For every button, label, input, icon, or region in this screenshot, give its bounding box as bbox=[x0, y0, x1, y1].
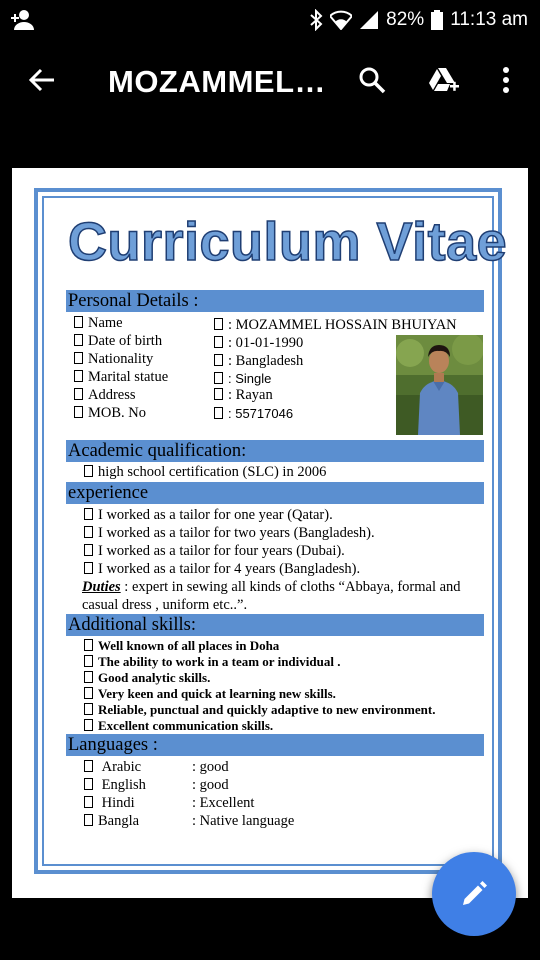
personal-label-dob: Date of birth bbox=[74, 332, 162, 350]
experience-item: I worked as a tailor for four years (Dubai). bbox=[84, 542, 345, 560]
bullet-icon bbox=[84, 814, 93, 826]
battery-percent: 82% bbox=[386, 9, 425, 30]
personal-label-address: Address bbox=[74, 386, 136, 404]
bullet-icon bbox=[84, 508, 93, 520]
personal-value-marital: : Single bbox=[214, 370, 271, 388]
experience-heading: experience bbox=[66, 482, 484, 504]
bullet-icon bbox=[84, 687, 93, 699]
duties-label: Duties bbox=[82, 579, 121, 595]
more-options-button[interactable] bbox=[488, 62, 524, 98]
experience-item: I worked as a tailor for one year (Qatar). bbox=[84, 506, 333, 524]
personal-value-name: : MOZAMMEL HOSSAIN BHUIYAN bbox=[214, 316, 457, 334]
language-name: Arabic bbox=[84, 758, 141, 776]
wifi-icon bbox=[330, 10, 352, 30]
experience-item: I worked as a tailor for two years (Bangladesh). bbox=[84, 524, 375, 542]
personal-value-mobile: : 55717046 bbox=[214, 405, 293, 423]
cv-title: Curriculum Vitae bbox=[68, 212, 508, 272]
bullet-icon bbox=[214, 407, 223, 419]
academic-item: high school certification (SLC) in 2006 bbox=[84, 463, 326, 481]
bluetooth-icon bbox=[309, 9, 323, 31]
bullet-icon bbox=[214, 388, 223, 400]
bullet-icon bbox=[84, 655, 93, 667]
bullet-icon bbox=[84, 526, 93, 538]
bullet-icon bbox=[74, 370, 83, 382]
bullet-icon bbox=[74, 352, 83, 364]
language-name: Bangla bbox=[84, 812, 139, 830]
bullet-icon bbox=[84, 562, 93, 574]
document-title: MOZAMMEL… bbox=[108, 64, 327, 99]
clock: 11:13 am bbox=[450, 9, 528, 30]
skill-item: Excellent communication skills. bbox=[84, 717, 273, 735]
back-button[interactable] bbox=[24, 62, 60, 98]
skill-item: Well known of all places in Doha bbox=[84, 637, 279, 655]
language-name: English bbox=[84, 776, 146, 794]
personal-details-heading: Personal Details : bbox=[66, 290, 484, 312]
language-level: : good bbox=[192, 759, 229, 775]
skill-item: Good analytic skills. bbox=[84, 669, 210, 687]
bullet-icon bbox=[84, 639, 93, 651]
person-add-icon bbox=[10, 8, 36, 32]
personal-label-mobile: MOB. No bbox=[74, 404, 146, 422]
signal-icon bbox=[359, 10, 379, 30]
academic-heading: Academic qualification: bbox=[66, 440, 484, 462]
bullet-icon bbox=[74, 388, 83, 400]
app-bar bbox=[0, 40, 540, 120]
language-name: Hindi bbox=[84, 794, 135, 812]
language-level: : Excellent bbox=[192, 795, 255, 811]
skill-item: Very keen and quick at learning new skills. bbox=[84, 685, 336, 703]
bullet-icon bbox=[84, 465, 93, 477]
bullet-icon bbox=[84, 544, 93, 556]
personal-value-address: : Rayan bbox=[214, 386, 273, 404]
language-level: : Native language bbox=[192, 813, 295, 829]
bullet-icon bbox=[84, 760, 93, 772]
profile-photo bbox=[396, 335, 483, 435]
personal-label-marital: Marital statue bbox=[74, 368, 168, 386]
duties-line-2: casual dress , uniform etc..”. bbox=[82, 597, 248, 613]
languages-heading: Languages : bbox=[66, 734, 484, 756]
bullet-icon bbox=[214, 336, 223, 348]
personal-value-dob: : 01-01-1990 bbox=[214, 334, 303, 352]
bullet-icon bbox=[74, 334, 83, 346]
battery-icon bbox=[431, 10, 443, 30]
experience-item: I worked as a tailor for 4 years (Bangladesh). bbox=[84, 560, 360, 578]
bullet-icon bbox=[84, 671, 93, 683]
bullet-icon bbox=[84, 719, 93, 731]
duties-line: Duties : expert in sewing all kinds of cloths “Abbaya, formal and bbox=[82, 579, 461, 595]
search-button[interactable] bbox=[354, 62, 390, 98]
personal-value-nationality: : Bangladesh bbox=[214, 352, 303, 370]
back-arrow-icon bbox=[28, 68, 56, 92]
skill-item: The ability to work in a team or individual . bbox=[84, 653, 340, 671]
bullet-icon bbox=[74, 316, 83, 328]
cv-content bbox=[12, 168, 528, 898]
add-to-drive-button[interactable] bbox=[426, 62, 462, 98]
skills-heading: Additional skills: bbox=[66, 614, 484, 636]
more-vert-icon bbox=[502, 67, 510, 93]
personal-label-nationality: Nationality bbox=[74, 350, 153, 368]
bullet-icon bbox=[84, 703, 93, 715]
language-level: : good bbox=[192, 777, 229, 793]
drive-add-icon bbox=[428, 66, 460, 94]
bullet-icon bbox=[214, 318, 223, 330]
bullet-icon bbox=[214, 372, 223, 384]
status-bar bbox=[0, 0, 540, 40]
edit-pencil-icon bbox=[459, 879, 489, 909]
bullet-icon bbox=[214, 354, 223, 366]
search-icon bbox=[358, 66, 386, 94]
bullet-icon bbox=[74, 406, 83, 418]
document-page[interactable] bbox=[12, 168, 528, 898]
personal-label-name: Name bbox=[74, 314, 123, 332]
bullet-icon bbox=[84, 796, 93, 808]
skill-item: Reliable, punctual and quickly adaptive to new environment. bbox=[84, 701, 435, 719]
bullet-icon bbox=[84, 778, 93, 790]
edit-fab[interactable] bbox=[432, 852, 516, 936]
